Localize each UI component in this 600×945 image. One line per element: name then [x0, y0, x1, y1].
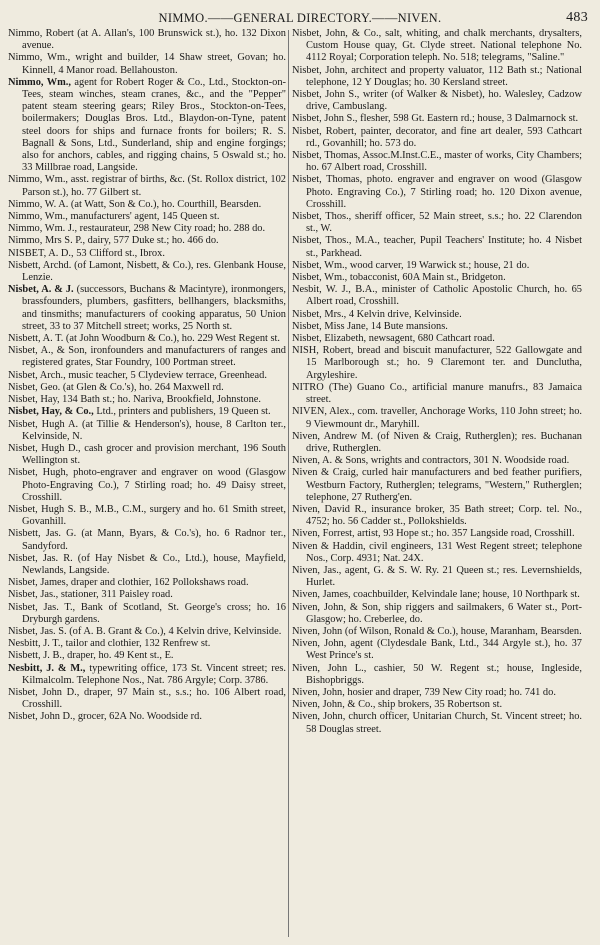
- directory-entry: [8, 650, 286, 662]
- directory-entry: [8, 711, 286, 723]
- directory-entry: [8, 260, 286, 284]
- entry-text: Nimmo, W. A. (at Watt, Son & Co.), ho. Courthill, Bearsden.: [8, 198, 262, 210]
- directory-entry: [8, 443, 286, 467]
- directory-entry: [292, 565, 582, 589]
- entry-text: Nisbet, Robert, painter, decorator, and fine art dealer, 593 Cathcart rd., Govanhill; ho. 573 do.: [292, 125, 582, 149]
- directory-entry: [8, 199, 286, 211]
- entry-text: Nisbet, Thos., sheriff officer, 52 Main street, s.s.; ho. 22 Clarendon st., W.: [292, 211, 582, 235]
- directory-entry: [292, 235, 582, 259]
- directory-entry: [292, 528, 582, 540]
- entry-text: Nisbet, Mrs., 4 Kelvin drive, Kelvinside.: [292, 308, 462, 320]
- entry-name-bold: Nimmo, Wm.,: [8, 76, 71, 88]
- entry-text: Nisbett, A. T. (at John Woodburn & Co.), ho. 229 West Regent st.: [8, 333, 281, 345]
- entry-text: Nisbet, Hugh S. B., M.B., C.M., surgery and ho. 61 Smith street, Govanhill.: [8, 503, 286, 528]
- directory-entry: [8, 394, 286, 406]
- directory-entry: [8, 345, 286, 369]
- directory-entry: [292, 65, 582, 89]
- directory-entry: [8, 77, 286, 175]
- entry-text: typewriting office, 173 St. Vincent street; res. Kilmalcolm. Telephone Nos., Nat. 786 Argyle; Corp. 3786.: [22, 662, 286, 686]
- directory-entry: [8, 223, 286, 235]
- entry-text: Nisbet, John D., grocer, 62A No. Woodside rd.: [8, 711, 202, 723]
- directory-entry: [292, 406, 582, 430]
- directory-entry: [8, 248, 286, 260]
- directory-entry: [292, 345, 582, 382]
- directory-entry: [292, 602, 582, 626]
- directory-entry: [8, 382, 286, 394]
- directory-entry: [292, 467, 582, 504]
- directory-entry: [292, 638, 582, 662]
- entry-text: Nisbet, Hay, 134 Bath st.; ho. Nariva, Brookfield, Johnstone.: [8, 394, 261, 406]
- directory-entry: [292, 28, 582, 65]
- entry-text: Nisbet, Thomas, photo. engraver and engraver on wood (Glasgow Photo. Engraving Co.), 7 Stirling road; ho. 120 Dixon avenue, Crosshill.: [292, 174, 582, 210]
- directory-entry: [292, 260, 582, 272]
- entry-text: Nisbet, John S., flesher, 598 Gt. Eastern rd.; house, 3 Dalmarnock st.: [292, 113, 579, 125]
- directory-entry: [292, 699, 582, 711]
- entry-name-bold: Nisbet, Hay, & Co.,: [8, 406, 94, 418]
- directory-entry: [8, 626, 286, 638]
- directory-entry: [292, 174, 582, 211]
- entry-text: Nisbet, Jas., stationer, 311 Paisley road.: [8, 589, 173, 601]
- entry-text: NISBET, A. D., 53 Clifford st., Ibrox.: [8, 247, 165, 259]
- entry-name-bold: Nesbitt, J. & M.,: [8, 662, 86, 674]
- entry-text: Nesbitt, J. T., tailor and clothier, 132 Renfrew st.: [8, 638, 211, 650]
- entry-text: Nisbet, Hugh A. (at Tillie & Henderson's), house, 8 Carlton ter., Kelvinside, N.: [8, 418, 286, 442]
- directory-entry: [8, 28, 286, 52]
- directory-entry: [292, 431, 582, 455]
- page-number: 483: [566, 10, 588, 25]
- entry-text: Niven, John L., cashier, 50 W. Regent st.; house, Ingleside, Bishopbriggs.: [292, 662, 582, 686]
- entry-text: Nisbet, Wm., wood carver, 19 Warwick st.; house, 21 do.: [292, 259, 530, 271]
- directory-entry: [292, 150, 582, 174]
- column-divider: [288, 30, 289, 937]
- directory-entry: [8, 467, 286, 504]
- directory-entry: [292, 711, 582, 735]
- directory-entry: [8, 602, 286, 626]
- directory-entry: [8, 235, 286, 247]
- entry-text: Nisbett, Jas. G. (at Mann, Byars, & Co.'s), ho. 6 Radnor ter., Sandyford.: [8, 528, 286, 552]
- directory-entry: [292, 626, 582, 638]
- directory-entry: [292, 663, 582, 687]
- directory-entry: [8, 687, 286, 711]
- left-column: [8, 28, 286, 939]
- entry-text: Nimmo, Mrs S. P., dairy, 577 Duke st.; ho. 466 do.: [8, 235, 219, 247]
- running-title: NIMMO.——GENERAL DIRECTORY.——NIVEN.: [158, 11, 442, 25]
- directory-entry: [292, 321, 582, 333]
- entry-text: Ltd., printers and publishers, 19 Queen st.: [93, 406, 271, 418]
- entry-text: Nesbit, W. J., B.A., minister of Catholic Apostolic Church, ho. 65 Albert road, Crosshill.: [292, 284, 582, 308]
- directory-entry: [8, 589, 286, 601]
- entry-text: Nisbett, Archd. (of Lamont, Nisbett, & Co.), res. Glenbank House, Lenzie.: [8, 259, 286, 284]
- entry-text: Nisbet, Elizabeth, newsagent, 680 Cathcart road.: [292, 333, 495, 345]
- entry-text: Nisbet, Geo. (at Glen & Co.'s), ho. 264 Maxwell rd.: [8, 381, 224, 393]
- directory-entry: [8, 663, 286, 687]
- entry-text: Nisbet, Arch., music teacher, 5 Clydeview terrace, Greenhead.: [8, 369, 267, 381]
- directory-entry: [292, 541, 582, 565]
- directory-entry: [8, 419, 286, 443]
- entry-text: Nisbet, Hugh D., cash grocer and provision merchant, 196 South Wellington st.: [8, 442, 286, 467]
- entry-text: (successors, Buchans & Macintyre), ironmongers, brassfounders, plumbers, gasfitters, bellhangers, blacksmiths, and tinsmiths; manufacturers of cooking apparatus, 50 Union street, 33 to 37 Mitchell street; works, 25 North st.: [22, 284, 286, 332]
- right-column: [292, 28, 582, 939]
- entry-text: Nisbet, Thomas, Assoc.M.Inst.C.E., master of works, City Chambers; ho. 67 Albert road, Crosshill.: [292, 150, 582, 174]
- entry-text: Niven, Andrew M. (of Niven & Craig, Rutherglen); res. Buchanan drive, Rutherglen.: [292, 430, 582, 454]
- directory-entry: [292, 309, 582, 321]
- entry-text: Nisbet, John S., writer (of Walker & Nisbet), ho. Walesley, Cadzow drive, Cambuslang.: [292, 89, 582, 113]
- entry-text: Niven, Jas., agent, G. & S. W. Ry. 21 Queen st.; res. Levernshields, Hurlet.: [292, 564, 582, 589]
- entry-text: NISH, Robert, bread and biscuit manufacturer, 522 Gallowgate and 15 Marlborough st.; ho. 9 Claremont ter. and Dunclutha, Argyleshire.: [292, 345, 582, 381]
- directory-entry: [292, 126, 582, 150]
- entry-text: Niven, John, hosier and draper, 739 New City road; ho. 741 do.: [292, 686, 556, 698]
- directory-entry: [8, 504, 286, 528]
- directory-entry: [8, 577, 286, 589]
- directory-entry: [292, 89, 582, 113]
- directory-entry: [8, 370, 286, 382]
- entry-text: NIVEN, Alex., com. traveller, Anchorage Works, 110 John street; ho. 9 Viewmount dr., Maryhill.: [292, 406, 582, 430]
- entry-text: Nisbet, John, architect and property valuator, 112 Bath st.; National telephone, 12 Y Douglas; ho. 30 Kersland street.: [292, 64, 582, 88]
- entry-text: Nisbet, Jas. S. (of A. B. Grant & Co.), 4 Kelvin drive, Kelvinside.: [8, 625, 282, 637]
- entry-text: Nisbet, Wm., tobacconist, 60A Main st., Bridgeton.: [292, 272, 506, 284]
- entry-text: Niven, Forrest, artist, 93 Hope st.; ho. 357 Langside road, Crosshill.: [292, 528, 575, 540]
- directory-entry: [292, 272, 582, 284]
- entry-text: Nisbett, J. B., draper, ho. 49 Kent st., E.: [8, 650, 174, 662]
- entry-text: Nisbet, Hugh, photo-engraver and engraver on wood (Glasgow Photo-Engraving Co.), 7 Stirling road; ho. 49 Daisy street, Crosshill.: [8, 467, 286, 503]
- directory-entry: [292, 382, 582, 406]
- directory-entry: [8, 638, 286, 650]
- entry-text: Nisbet, Jas. T., Bank of Scotland, St. George's cross; ho. 16 Dryburgh gardens.: [8, 601, 286, 625]
- directory-entry: [292, 589, 582, 601]
- running-head: [10, 10, 590, 28]
- entry-text: Nimmo, Robert (at A. Allan's, 100 Brunswick st.), ho. 132 Dixon avenue.: [8, 28, 286, 52]
- entry-text: Nimmo, Wm., wright and builder, 14 Shaw street, Govan; ho. Kinnell, 4 Manor road. Bellahouston.: [8, 52, 286, 76]
- entry-text: Niven, A. & Sons, wrights and contractors, 301 N. Woodside road.: [292, 455, 570, 467]
- entry-text: Nisbet, Jas. R. (of Hay Nisbet & Co., Ltd.), house, Mayfield, Newlands, Langside.: [8, 552, 286, 576]
- directory-entry: [292, 455, 582, 467]
- entry-text: Niven, John, & Co., ship brokers, 35 Robertson st.: [292, 699, 503, 711]
- entry-text: Nimmo, Wm. J., restaurateur, 298 New City road; ho. 288 do.: [8, 223, 266, 235]
- entry-text: Niven, John, agent (Clydesdale Bank, Ltd., 344 Argyle st.), ho. 37 West Prince's st.: [292, 638, 582, 662]
- directory-entry: [292, 284, 582, 308]
- directory-entry: [8, 528, 286, 552]
- directory-entry: [8, 52, 286, 76]
- directory-entry: [292, 687, 582, 699]
- entry-text: Nisbet, John, & Co., salt, whiting, and chalk merchants, drysalters, Custom House quay, Gt. Clyde street. National telephone No. 4112 Royal; Corporation teleph. No. 518; telegrams, "Saline.": [292, 28, 582, 64]
- entry-text: Nimmo, Wm., asst. registrar of births, &c. (St. Rollox district, 102 Parson st.), ho. 77 Gilbert st.: [8, 174, 286, 198]
- entry-text: Niven, James, coachbuilder, Kelvindale lane; house, 10 Northpark st.: [292, 589, 580, 601]
- directory-entry: [292, 504, 582, 528]
- directory-entry: [292, 333, 582, 345]
- entry-name-bold: Nisbet, A. & J.: [8, 284, 74, 296]
- entry-text: Niven, John (of Wilson, Ronald & Co.), house, Maranham, Bearsden.: [292, 625, 582, 637]
- directory-entry: [292, 211, 582, 235]
- entry-text: Nisbet, Thos., M.A., teacher, Pupil Teachers' Institute; ho. 4 Nisbet st., Parkhead.: [292, 235, 582, 259]
- entry-text: NITRO (The) Guano Co., artificial manure manufrs., 83 Jamaica street.: [292, 381, 582, 406]
- entry-text: agent for Robert Roger & Co., Ltd., Stockton-on-Tees, steam winches, steam cranes, &c., and the "Pepper" patent steam steering gears; Riley Bros., Stockton-on-Tees, boilermakers; Douglas Bros. Ltd., Blaydon-on-Tyne, patent steel doors for ships and furnace fronts for boilers; R. S. Bagnall & Sons, Ltd., Sunderland, ship and engine forgings; also for anchors, cables, and rigging chains, 5 Oswald st.; ho. 33 Millbrae road, Langside.: [22, 76, 286, 174]
- entry-text: Nisbet, A., & Son, ironfounders and manufacturers of ranges and registered grates, Star Foundry, 100 Portman street.: [8, 345, 286, 369]
- entry-text: Niven, John, & Son, ship riggers and sailmakers, 6 Water st., Port-Glasgow; ho. Creberlee, do.: [292, 601, 582, 625]
- entry-text: Nisbet, John D., draper, 97 Main st., s.s.; ho. 106 Albert road, Crosshill.: [8, 686, 286, 711]
- directory-entry: [292, 113, 582, 125]
- entry-text: Niven, John, church officer, Unitarian Church, St. Vincent street; ho. 58 Douglas street.: [292, 711, 582, 735]
- entry-text: Niven & Haddin, civil engineers, 131 West Regent street; telephone Nos., Corp. 4931; Nat. 24X.: [292, 540, 582, 564]
- directory-entry: [8, 333, 286, 345]
- directory-entry: [8, 284, 286, 333]
- directory-entry: [8, 553, 286, 577]
- entry-text: Nisbet, James, draper and clothier, 162 Pollokshaws road.: [8, 577, 249, 589]
- directory-entry: [8, 406, 286, 418]
- directory-entry: [8, 211, 286, 223]
- entry-text: Niven, David R., insurance broker, 35 Bath street; Corp. tel. No., 4752; ho. 56 Cadder st., Pollokshields.: [292, 503, 582, 528]
- directory-entry: [8, 174, 286, 198]
- entry-text: Nimmo, Wm., manufacturers' agent, 145 Queen st.: [8, 211, 220, 223]
- entry-text: Nisbet, Miss Jane, 14 Bute mansions.: [292, 320, 448, 332]
- entry-text: Niven & Craig, curled hair manufacturers and bed feather purifiers, Westburn Factory, Rutherglen; telegrams, "Western," Rutherglen; telephone, 27 Rutherg'en.: [292, 467, 582, 503]
